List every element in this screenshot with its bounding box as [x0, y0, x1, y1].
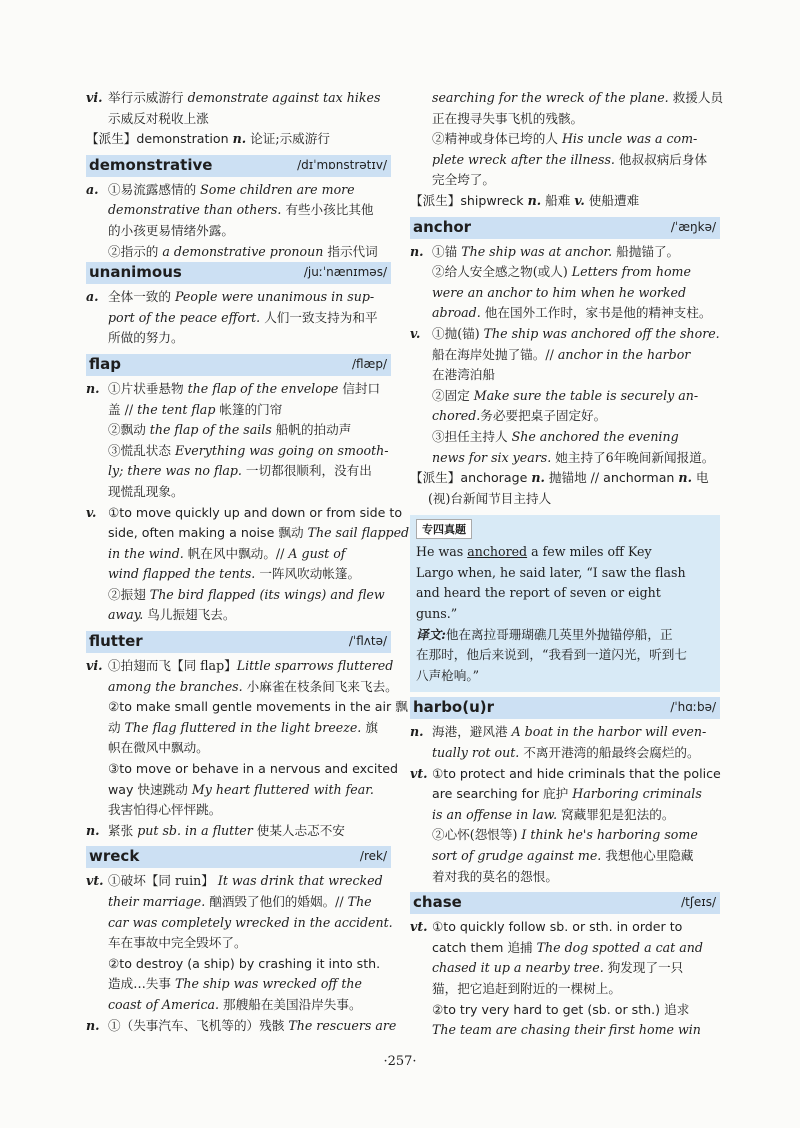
text-span: 使某人忐忑不安	[252, 822, 345, 838]
entry-line	[86, 287, 391, 308]
text-span: Harboring criminals	[572, 786, 702, 802]
text-span: ①to move quickly up and down or from side to	[108, 504, 403, 520]
text-span: 追求	[664, 1001, 690, 1017]
text-span: The dog spotted a cat and	[536, 939, 703, 955]
entry-line	[410, 958, 720, 979]
entry-line	[410, 867, 720, 888]
text-span: coast of America.	[108, 996, 220, 1012]
headword: demonstrative	[89, 155, 213, 174]
entry-line	[86, 523, 410, 544]
text-span: plete wreck after the illness.	[432, 151, 615, 167]
text-span: anchorman	[603, 470, 679, 486]
text-span: ①片状垂悬物	[108, 380, 188, 396]
text-span: The team are chasing their first home win	[432, 1022, 701, 1038]
entry-line	[86, 328, 391, 349]
text-span: 旗	[361, 719, 378, 735]
text-span: the tent flap	[137, 401, 216, 417]
text-span: Everything was going on smooth-	[174, 442, 389, 458]
entry-line	[410, 150, 720, 171]
text-span: is an offense in law.	[432, 806, 558, 822]
entry-line	[86, 738, 391, 759]
entry-line	[86, 221, 391, 242]
text-span: 他在国外工作时，家书是他的精神支柱。	[480, 305, 712, 321]
entry-line	[86, 718, 391, 739]
page-number: ·257·	[383, 1054, 417, 1069]
entry-line	[86, 180, 391, 201]
phonetic: /ˈhɑːbə/	[670, 700, 716, 715]
text-span: ③慌乱状态	[108, 442, 175, 458]
text-span: the flap of the envelope	[187, 380, 339, 396]
entry-line	[410, 170, 720, 191]
entry-line	[410, 88, 724, 109]
text-span: ①锚	[432, 243, 462, 259]
text-span: 帐篷的门帘	[215, 401, 283, 417]
text-span: 我害怕得心怦怦跳。	[108, 802, 222, 818]
text-span: His uncle was a com-	[561, 131, 698, 147]
text-span: anchor in the harbor	[557, 346, 691, 362]
text-span: ①破坏【同 ruin】	[108, 873, 218, 889]
pos-label: a.	[86, 181, 99, 197]
text-span: 信封口	[338, 380, 381, 396]
text-span: 那艘船在美国沿岸失事。	[219, 996, 362, 1012]
text-span: 论证;示威游行	[246, 131, 330, 147]
headword: harbo(u)r	[413, 698, 495, 717]
text-span: 车在事故中完全毁坏了。	[108, 935, 247, 951]
text-span: 一阵风吹动帐篷。	[255, 566, 361, 582]
text-span: 船帆的拍动声	[271, 422, 352, 438]
entry-line	[86, 482, 391, 503]
entry-line	[410, 784, 720, 805]
entry-line	[86, 871, 391, 892]
text-span: v.	[574, 192, 585, 208]
text-span: My heart fluttered with fear.	[191, 781, 374, 797]
text-span: ly; there was no flap.	[108, 463, 242, 479]
text-span: are searching for	[432, 786, 544, 802]
entry-line	[86, 780, 391, 801]
entry-line	[86, 697, 408, 718]
text-span: 现慌乱现象。	[108, 483, 184, 499]
text-span: 译文:	[416, 626, 446, 642]
text-span: 指示代词	[323, 243, 378, 259]
headword-bar	[86, 262, 391, 284]
text-span: The sail flapped	[307, 525, 410, 541]
right-column	[410, 88, 724, 1041]
entry-line	[410, 345, 720, 366]
entry-line	[86, 129, 391, 150]
entry-line	[86, 308, 391, 329]
entry-line	[86, 656, 394, 677]
entry-line	[410, 1000, 720, 1021]
text-span: 酗酒毁了他们的婚姻。//	[205, 894, 348, 909]
text-span: 紧张	[108, 822, 138, 838]
text-span: away.	[108, 607, 144, 623]
entry-line	[86, 913, 391, 934]
entry-line	[410, 303, 720, 324]
text-span: 务必要把桌子固定好。	[480, 408, 607, 424]
entry-line	[86, 379, 391, 400]
entry-line	[86, 821, 391, 842]
text-span: It was drink that wrecked	[217, 873, 383, 889]
entry-line	[410, 427, 720, 448]
entry-line	[410, 722, 720, 743]
headword: anchor	[413, 217, 472, 236]
text-span: anchored	[467, 544, 528, 560]
text-span: the flap of the sails	[149, 422, 272, 438]
entry-line	[86, 109, 391, 130]
text-span: port of the peace effort.	[108, 309, 261, 325]
headword: flap	[89, 354, 121, 373]
pos-label: n.	[410, 724, 424, 740]
text-span: n.	[527, 192, 542, 208]
text-span: A boat in the harbor will even-	[511, 724, 707, 740]
entry-line	[86, 974, 391, 995]
entry-line	[86, 400, 391, 421]
exam-line	[416, 604, 714, 625]
text-span: 【派生】	[410, 192, 461, 208]
text-span: guns.”	[416, 606, 458, 622]
text-span: ②to destroy (a ship) by crashing it into sth.	[108, 955, 381, 971]
text-span: ③担任主持人	[432, 428, 512, 444]
text-span: ②飘动	[108, 422, 150, 438]
entry-line	[86, 441, 391, 462]
entry-line	[86, 800, 391, 821]
text-span: chored.	[432, 408, 481, 424]
headword-bar	[86, 846, 391, 868]
entry-line	[410, 365, 720, 386]
entry-line	[410, 917, 720, 938]
entry-line	[86, 605, 391, 626]
text-span: ①to protect and hide criminals that the police	[432, 765, 721, 781]
text-span: a few miles off Key	[527, 544, 652, 560]
text-span: She anchored the evening	[511, 428, 679, 444]
text-span: He was	[416, 544, 468, 560]
pos-label: vt.	[410, 765, 428, 781]
text-span: 帆在风中飘动。//	[183, 545, 289, 561]
entry-line	[86, 503, 403, 524]
text-span: ②to try very hard to get (sb. or sth.)	[432, 1001, 665, 1017]
text-span: ②心怀(怨恨等)	[432, 827, 522, 843]
text-span: 八声枪响。”	[416, 667, 480, 683]
text-span: 船抛锚了。	[612, 243, 680, 259]
left-column	[86, 88, 410, 1036]
text-span: Little sparrows fluttered	[236, 658, 394, 674]
text-span: The ship was wrecked off the	[174, 976, 362, 992]
text-span: demonstrative than others.	[108, 202, 282, 218]
entry-line	[86, 954, 391, 975]
headword: chase	[413, 893, 462, 912]
entry-line	[86, 544, 391, 565]
text-span: 一切都很顺利，没有出	[241, 463, 372, 479]
text-span: 窝藏罪犯是犯法的。	[557, 806, 675, 822]
text-span: ②to make small gentle movements in the air	[108, 699, 396, 715]
text-span: tually rot out.	[432, 745, 520, 761]
text-span: sort of grudge against me.	[432, 848, 602, 863]
pos-label: vi.	[86, 658, 103, 674]
text-span: a demonstrative pronoun	[162, 243, 324, 259]
text-span: Make sure the table is securely an-	[473, 387, 699, 403]
text-span: news for six years.	[432, 449, 552, 465]
text-span: ②指示的	[108, 243, 163, 259]
text-span: in the wind.	[108, 545, 184, 561]
exam-line	[416, 645, 714, 666]
headword: wreck	[89, 847, 140, 866]
entry-line	[86, 88, 391, 109]
text-span: n.	[531, 470, 545, 486]
text-span: 人们一致支持为和平	[260, 309, 378, 325]
exam-box	[410, 515, 720, 692]
text-span: ③to move or behave in a nervous and excited	[108, 761, 399, 777]
text-span: (视)台新闻节目主持人	[428, 490, 552, 506]
text-span: their marriage.	[108, 894, 206, 909]
text-span: 电	[691, 470, 709, 486]
text-span: 帜在微风中飘动。	[108, 740, 209, 756]
text-span: 举行示威游行	[108, 90, 188, 105]
text-span: 飘	[395, 699, 408, 715]
entry-line	[86, 242, 391, 263]
text-span: shipwreck	[460, 192, 528, 208]
text-span: 庇护	[543, 786, 573, 802]
text-span: 猫，把它追赶到附近的一棵树上。	[432, 980, 621, 996]
entry-line	[410, 406, 720, 427]
text-span: ①to quickly follow sb. or sth. in order to	[432, 919, 683, 935]
pos-label: n.	[410, 243, 424, 259]
exam-line	[416, 625, 714, 646]
phonetic: /dɪˈmɒnstrətɪv/	[297, 157, 387, 172]
entry-line	[410, 979, 720, 1000]
text-span: and heard the report of seven or eight	[416, 585, 661, 601]
text-span: ②给人安全感之物(或人)	[432, 264, 572, 280]
text-span: 在那时，他后来说到，“我看到一道闪光，听到七	[416, 647, 687, 663]
phonetic: /ˈflʌtə/	[348, 634, 387, 649]
pos-label: vt.	[86, 873, 104, 889]
text-span: 有些小孩比其他	[281, 202, 374, 218]
text-span: way	[108, 781, 138, 797]
text-span: were an anchor to him when he worked	[432, 284, 687, 300]
phonetic: /rek/	[359, 849, 387, 864]
text-span: The ship was at anchor.	[461, 243, 613, 259]
text-span: catch them	[432, 939, 508, 955]
pos-label: a.	[86, 289, 99, 305]
text-span: ②振翅	[108, 586, 150, 602]
entry-line	[86, 759, 399, 780]
phonetic: /tʃeɪs/	[681, 895, 716, 910]
entry-line	[86, 995, 391, 1016]
text-span: 快速跳动	[137, 781, 192, 797]
pos-label: v.	[86, 504, 97, 520]
headword-bar	[410, 697, 720, 719]
text-span: 救援人员	[668, 90, 724, 105]
text-span: put sb. in a flutter	[137, 822, 253, 838]
text-span: 小麻雀在枝条间飞来飞去。	[242, 678, 398, 694]
text-span: searching for the wreck of the plane.	[432, 90, 669, 105]
exam-line	[416, 583, 714, 604]
headword-bar	[86, 631, 391, 653]
text-span: 示威反对税收上涨	[108, 110, 209, 126]
exam-line	[416, 666, 714, 687]
text-span: anchorage	[460, 470, 532, 486]
text-span: n.	[678, 470, 692, 486]
headword-bar	[410, 217, 720, 239]
entry-line	[410, 743, 720, 764]
entry-line	[86, 420, 391, 441]
entry-line	[86, 1016, 397, 1037]
text-span: 正在搜寻失事飞机的残骸。	[432, 110, 584, 126]
text-span: Letters from home	[571, 264, 691, 280]
text-span: ①拍翅而飞【同 flap】	[108, 658, 237, 674]
text-span: 追捕	[507, 939, 537, 955]
text-span: side, often making a noise	[108, 525, 279, 541]
headword-bar	[86, 354, 391, 376]
exam-tag: 专四真题	[416, 519, 472, 539]
text-span: 盖 //	[108, 401, 138, 417]
text-span: abroad.	[432, 305, 481, 321]
text-span: The	[347, 894, 372, 909]
entry-line	[410, 448, 720, 469]
text-span: among the branches.	[108, 678, 243, 694]
headword-bar	[410, 892, 720, 914]
text-span: 着对我的莫名的怨恨。	[432, 868, 558, 884]
text-span: The flag fluttered in the light breeze.	[124, 719, 362, 735]
text-span: 他叔叔病后身体	[614, 151, 708, 167]
entry-line	[86, 461, 391, 482]
text-span: People were unanimous in sup-	[174, 289, 375, 305]
entry-line	[410, 805, 720, 826]
text-span: 他在离拉哥珊瑚礁几英里外抛锚停船，正	[445, 626, 673, 642]
text-span: 船难	[541, 192, 575, 208]
text-span: 全体一致的	[108, 289, 175, 305]
text-span: chased it up a nearby tree.	[432, 960, 604, 976]
text-span: ①易流露感情的	[108, 181, 201, 197]
text-span: The ship was anchored off the shore.	[483, 325, 720, 341]
text-span: The rescuers are	[288, 1017, 397, 1033]
text-span: 【派生】	[86, 131, 137, 147]
text-span: 飘动	[278, 525, 308, 541]
entry-line	[410, 938, 720, 959]
text-span: ②精神或身体已垮的人	[432, 131, 562, 147]
entry-line	[410, 191, 720, 212]
exam-line	[416, 563, 714, 584]
entry-line	[410, 764, 720, 785]
entry-line	[86, 564, 391, 585]
entry-line	[410, 1020, 720, 1041]
text-span: Some children are more	[200, 181, 355, 197]
text-span: ①抛(锚)	[432, 325, 484, 341]
pos-label: v.	[410, 325, 421, 341]
text-span: demonstration	[136, 131, 233, 147]
pos-label: n.	[86, 380, 100, 396]
text-span: 海港，避风港	[432, 724, 512, 740]
entry-line	[86, 933, 391, 954]
headword: flutter	[89, 632, 143, 651]
entry-line	[410, 262, 720, 283]
pos-label: vi.	[86, 90, 103, 105]
entry-line	[410, 825, 720, 846]
entry-line	[410, 242, 720, 263]
text-span: 抛锚地 //	[544, 470, 604, 486]
text-span: 鸟儿振翅飞去。	[143, 607, 236, 623]
text-span: 完全垮了。	[432, 172, 495, 188]
text-span: The bird flapped (its wings) and flew	[149, 586, 385, 602]
text-span: ②固定	[432, 387, 474, 403]
text-span: 她主持了6年晚间新闻报道。	[551, 449, 715, 465]
text-span: 狗发现了一只	[603, 960, 684, 976]
text-span: car was completely wrecked in the accident.	[108, 914, 393, 930]
text-span: ①（失事汽车、飞机等的）残骸	[108, 1017, 289, 1033]
headword-bar	[86, 155, 391, 177]
text-span: 【派生】	[410, 470, 461, 486]
phonetic: /juːˈnænɪməs/	[303, 265, 387, 280]
text-span: 我想他心里隐藏	[601, 848, 694, 863]
text-span: 的小孩更易情绪外露。	[108, 222, 234, 238]
entry-line	[410, 283, 720, 304]
entry-line	[410, 129, 720, 150]
text-span: 在港湾泊船	[432, 367, 495, 383]
text-span: 造成…失事	[108, 976, 175, 992]
text-span: 所做的努力。	[108, 330, 184, 346]
entry-line	[410, 109, 720, 130]
entry-line	[410, 468, 720, 489]
entry-line	[86, 585, 391, 606]
pos-label: n.	[86, 1017, 100, 1033]
text-span: demonstrate against tax hikes	[187, 90, 381, 105]
text-span: Largo when, he said later, “I saw the flash	[416, 564, 686, 580]
entry-line	[86, 677, 398, 698]
phonetic: /ˈæŋkə/	[670, 219, 716, 234]
text-span: 动	[108, 719, 125, 735]
entry-line	[410, 386, 720, 407]
pos-label: vt.	[410, 919, 428, 935]
headword: unanimous	[89, 263, 182, 282]
entry-line	[410, 489, 720, 510]
phonetic: /flæp/	[351, 356, 387, 371]
entry-line	[86, 892, 391, 913]
entry-line	[410, 846, 720, 867]
text-span: wind flapped the tents.	[108, 566, 256, 582]
text-span: I think he's harboring some	[521, 827, 698, 843]
pos-label: n.	[86, 822, 100, 838]
text-span: n.	[232, 131, 247, 147]
text-span: A gust of	[288, 545, 346, 561]
text-span: 不离开港湾的船最终会腐烂的。	[519, 745, 700, 761]
exam-line	[416, 542, 714, 563]
entry-line	[410, 324, 720, 345]
text-span: 船在海岸处抛了锚。//	[432, 346, 558, 362]
entry-line	[86, 200, 391, 221]
text-span: 使船遭难	[584, 192, 640, 208]
